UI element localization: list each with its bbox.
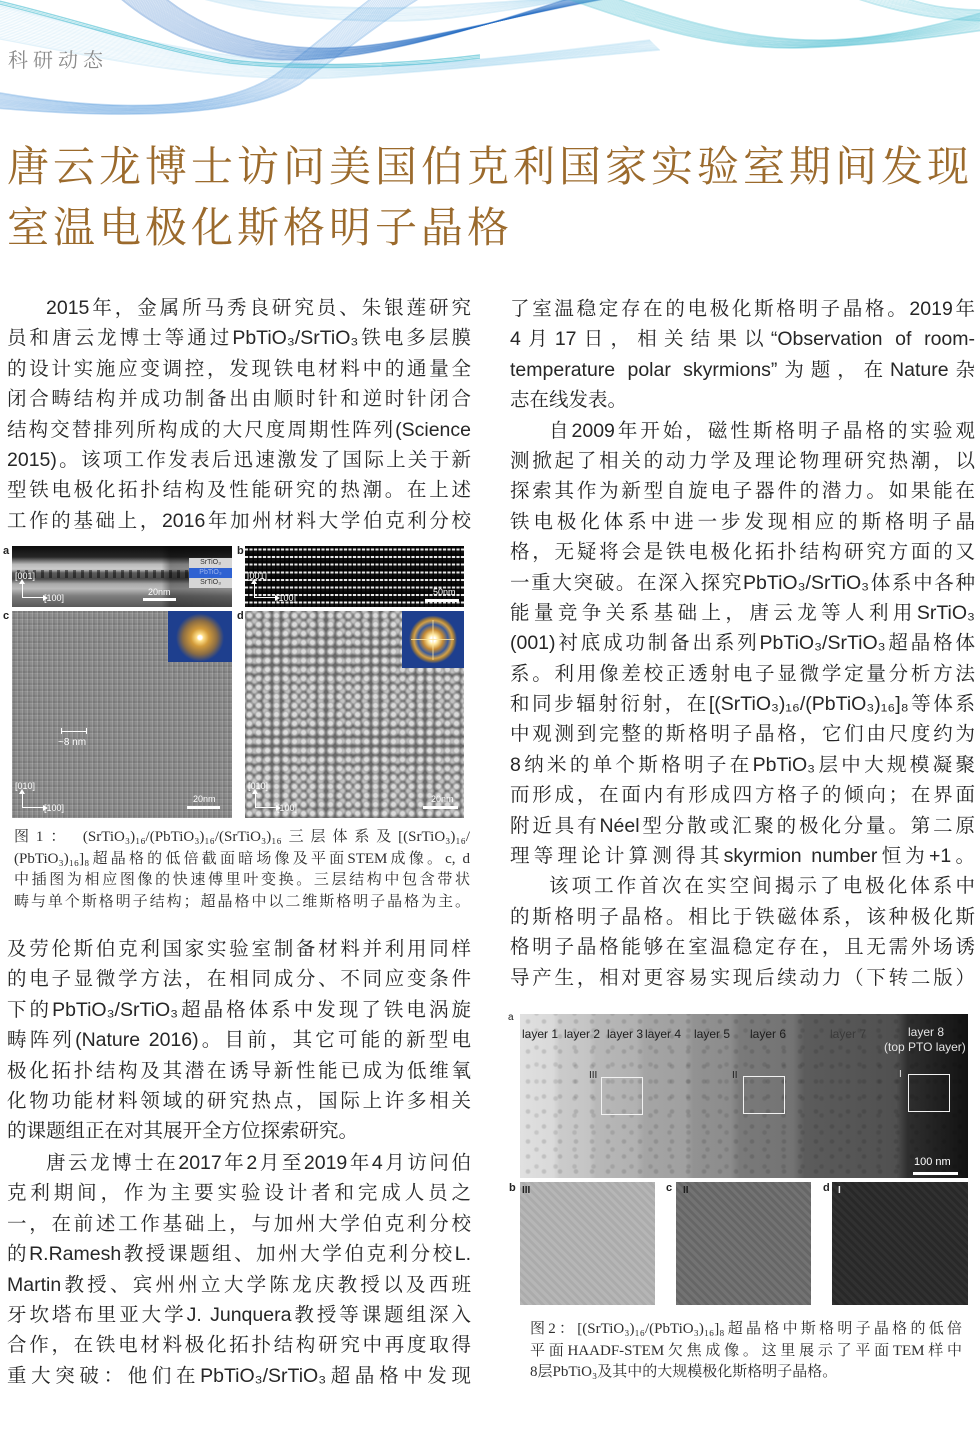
paragraph-3 bbox=[510, 416, 975, 872]
layer-label: layer 2 bbox=[564, 1027, 601, 1041]
figure-1-panel-d-skyrmion-lattice-image bbox=[245, 611, 464, 818]
right-column-text bbox=[510, 294, 975, 993]
scale-bar-label: 50nm bbox=[433, 587, 456, 597]
scale-bar bbox=[913, 1172, 958, 1175]
panel-label: d bbox=[823, 1182, 830, 1194]
text-line: 附近具有Néel型分散或汇聚的极化分量。第二原 bbox=[510, 814, 975, 837]
panel-label: a bbox=[508, 1012, 514, 1023]
text-line: 的R.Ramesh教授课题组、加州大学伯克利分校L. bbox=[7, 1243, 471, 1266]
figure-1-panel-a-cross-section-image bbox=[12, 546, 232, 607]
scale-bar-label: 100 nm bbox=[914, 1156, 951, 1168]
axis-label-vertical: [010] bbox=[248, 781, 269, 791]
text-line: 2015)。该项工作发表后迅速激发了国际上关于新 bbox=[7, 448, 471, 471]
text-line: 格，无疑将会是铁电极化拓扑结构研究方面的又 bbox=[510, 541, 975, 564]
caption-line: (PbTiO₃)₁₆]₈超晶格的低倍截面暗场像及平面STEM成像。c, d bbox=[14, 850, 470, 867]
caption-line: 中插图为相应图像的快速傅里叶变换。三层结构中包含带状 bbox=[14, 872, 470, 889]
text-line: 格明子晶格能够在室温稳定存在，且无需外场诱 bbox=[510, 936, 975, 959]
layer-label: layer 6 bbox=[750, 1027, 787, 1041]
region-box bbox=[743, 1076, 785, 1114]
layer-8-note: (top PTO layer) bbox=[884, 1040, 966, 1054]
layer-label: layer 7 bbox=[830, 1027, 867, 1041]
panel-label: b bbox=[237, 545, 244, 557]
region-label: II bbox=[683, 1185, 689, 1196]
paragraph-2-part-2 bbox=[510, 294, 975, 416]
scale-bar-label: 20nm bbox=[431, 794, 454, 804]
figure-2-panel-c-region-image bbox=[676, 1182, 811, 1305]
layer-label: layer 4 bbox=[645, 1027, 682, 1041]
text-line: 合作，在铁电材料极化拓扑结构研究中再度取得 bbox=[7, 1334, 471, 1357]
scale-bar bbox=[425, 599, 459, 602]
text-line: 该项工作首次在实空间揭示了电极化体系中 bbox=[549, 875, 975, 898]
fft-inset-image bbox=[402, 611, 464, 668]
text-line: 化物功能材料领域的研究热点，国际上许多相关 bbox=[7, 1089, 471, 1112]
region-label: I bbox=[838, 1185, 841, 1196]
figure-2-panel-d-region-image bbox=[832, 1182, 968, 1305]
text-line: 测掀起了相关的动力学及理论物理研究热潮，以 bbox=[510, 449, 975, 472]
text-line: Martin教授、宾州州立大学陈龙庆教授以及西班 bbox=[7, 1273, 471, 1296]
text-line: 一重大突破。在深入探究PbTiO₃/SrTiO₃体系中各种 bbox=[510, 571, 975, 594]
axis-label-vertical: [010] bbox=[15, 781, 36, 791]
crystal-axes-arrows-icon bbox=[22, 583, 43, 598]
text-line: 的设计实施应变调控，发现铁电材料中的通量全 bbox=[7, 357, 471, 380]
text-line: 的斯格明子晶格。相比于铁磁体系，该种极化斯 bbox=[510, 905, 975, 928]
text-line: 重大突破：他们在PbTiO₃/SrTiO₃超晶格中发现 bbox=[7, 1364, 471, 1387]
text-line: 的课题组正在对其展开全方位探索研究。 bbox=[7, 1120, 359, 1143]
legend-item-top: SrTiO₃ bbox=[189, 558, 232, 568]
caption-line: 图2：[(SrTiO₃)₁₆/(PbTiO₃)₁₆]₈超晶格中斯格明子晶格的低倍 bbox=[530, 1321, 962, 1337]
text-line: 系。利用像差校正透射电子显微学定量分析方法 bbox=[510, 662, 975, 685]
text-line: 型铁电极化拓扑结构及性能研究的热潮。在上述 bbox=[7, 479, 471, 502]
text-line: 唐云龙博士在2017年2月至2019年4月访问伯 bbox=[46, 1152, 471, 1174]
size-marker bbox=[61, 728, 87, 734]
text-line: 结构交替排列所构成的大尺度周期性阵列(Science bbox=[7, 418, 471, 441]
region-box bbox=[601, 1077, 643, 1115]
figure-2-panel-a-haadf-image bbox=[520, 1014, 968, 1178]
text-line: 克利期间，作为主要实验设计者和完成人员之 bbox=[7, 1182, 471, 1205]
crystal-axes-arrows-icon bbox=[255, 793, 276, 808]
scale-bar bbox=[187, 806, 220, 809]
paragraph-1-part-2 bbox=[7, 934, 471, 1147]
layer-label: layer 1 bbox=[522, 1027, 559, 1041]
text-line: 下的PbTiO₃/SrTiO₃超晶格体系中发现了铁电涡旋 bbox=[7, 998, 471, 1021]
text-line: 一，在前述工作基础上，与加州大学伯克利分校 bbox=[7, 1212, 471, 1235]
caption-line: 8层PbTiO₃及其中的大规模极化斯格明子晶格。 bbox=[530, 1364, 838, 1381]
text-line: 及劳伦斯伯克利国家实验室制备材料并利用同样 bbox=[7, 938, 471, 960]
scale-bar bbox=[423, 806, 458, 809]
axis-label-horizontal: [100] bbox=[277, 803, 298, 813]
text-line: temperature polar skyrmions”为题，在Nature杂 bbox=[510, 358, 975, 381]
legend-item-middle: PbTiO₃ bbox=[189, 568, 232, 578]
text-line: 2015年，金属所马秀良研究员、朱银莲研究 bbox=[46, 297, 471, 319]
figure-2-panel-b-region-image bbox=[520, 1182, 655, 1305]
figure-1-panel-b-superlattice-image bbox=[245, 546, 464, 607]
crystal-axes-arrows-icon bbox=[254, 583, 275, 598]
panel-label: c bbox=[666, 1182, 673, 1194]
text-line: 导产生，相对更容易实现后续动力（下转二版） bbox=[510, 966, 975, 989]
caption-line: 畴与单个斯格明子结构；超晶格中以二维斯格明子晶格为主。 bbox=[14, 894, 470, 911]
text-line: (001)衬底成功制备出系列PbTiO₃/SrTiO₃超晶格体 bbox=[510, 632, 975, 655]
text-line: 而形成，在面内有形成四方格子的倾向；在界面 bbox=[510, 784, 975, 807]
text-line: 闭合畴结构并成功制备出由顺时针和逆时针闭合 bbox=[7, 388, 471, 411]
region-label: II bbox=[732, 1070, 738, 1081]
axis-label-horizontal: [100] bbox=[44, 803, 65, 813]
paragraph-4 bbox=[510, 871, 975, 993]
region-box bbox=[908, 1074, 950, 1112]
caption-line: 平面HAADF-STEM欠焦成像。这里展示了平面TEM样中 bbox=[530, 1342, 962, 1359]
region-label: III bbox=[589, 1070, 598, 1081]
header-wave-decoration bbox=[0, 0, 980, 130]
text-line: 牙坎塔布里亚大学J. Junquera教授等课题组深入 bbox=[7, 1303, 471, 1326]
figure-1-panel-c-plan-view-image bbox=[12, 611, 232, 818]
layer-label: layer 8 bbox=[908, 1025, 945, 1039]
legend-item-bottom: SrTiO₃ bbox=[189, 578, 232, 588]
text-line: 能量竞争关系基础上，唐云龙等人利用SrTiO₃ bbox=[510, 601, 975, 624]
axis-label-vertical: [001] bbox=[15, 571, 36, 581]
article-title-line-2: 室温电极化斯格明子晶格 bbox=[7, 203, 514, 252]
text-line: 和同步辐射衍射，在[(SrTiO₃)₁₆/(PbTiO₃)₁₆]₈等体系 bbox=[510, 693, 975, 716]
axis-label-horizontal: [100] bbox=[276, 593, 297, 603]
article-title-line-1: 唐云龙博士访问美国伯克利国家实验室期间发现 bbox=[7, 142, 974, 191]
text-line: 铁电极化体系中进一步发现相应的斯格明子晶 bbox=[510, 510, 975, 533]
paragraph-1-part-1 bbox=[7, 293, 471, 536]
crystal-axes-arrows-icon bbox=[22, 793, 43, 808]
scale-bar-label: 20nm bbox=[148, 587, 171, 597]
text-line: 理等理论计算测得其skyrmion number恒为+1。 bbox=[510, 845, 975, 868]
text-line: 极化拓扑结构及其潜在诱导新性能已成为低维氧 bbox=[7, 1059, 471, 1082]
scale-bar bbox=[143, 598, 176, 601]
text-line: 8纳米的单个斯格明子在PbTiO₃层中大规模凝聚 bbox=[510, 753, 975, 776]
figure-2-caption bbox=[530, 1319, 962, 1384]
text-line: 中观测到完整的斯格明子晶格，它们由尺度约为 bbox=[510, 723, 975, 746]
text-line: 志在线发表。 bbox=[510, 389, 628, 412]
text-line: 的电子显微学方法，在相同成分、不同应变条件 bbox=[7, 968, 471, 991]
text-line: 工作的基础上，2016年加州材料大学伯克利分校 bbox=[7, 509, 471, 532]
panel-label: c bbox=[3, 610, 10, 622]
fft-inset-image bbox=[168, 611, 232, 662]
layer-label: layer 5 bbox=[694, 1027, 731, 1041]
layer-label: layer 3 bbox=[607, 1027, 644, 1041]
text-line: 员和唐云龙博士等通过PbTiO₃/SrTiO₃铁电多层膜 bbox=[7, 327, 471, 350]
text-line: 了室温稳定存在的电极化斯格明子晶格。2019年 bbox=[510, 298, 975, 320]
axis-label-vertical: [001] bbox=[247, 571, 268, 581]
region-label: I bbox=[899, 1069, 902, 1080]
paragraph-2-part-1 bbox=[7, 1148, 471, 1391]
panel-label: a bbox=[3, 545, 10, 557]
panel-label: d bbox=[237, 610, 244, 622]
text-line: 探索其作为新型自旋电子器件的潜力。如果能在 bbox=[510, 480, 975, 503]
layer-legend bbox=[189, 558, 232, 588]
text-line: 畴阵列(Nature 2016)。目前，其它可能的新型电 bbox=[7, 1029, 471, 1052]
section-label: 科研动态 bbox=[8, 48, 108, 72]
panel-label: b bbox=[509, 1182, 516, 1194]
axis-label-horizontal: [100] bbox=[44, 593, 65, 603]
caption-line: 图1： (SrTiO₃)₁₆/(PbTiO₃)₁₆/(SrTiO₃)₁₆三层体系及[(SrTiO₃)₁₆/ bbox=[14, 829, 470, 845]
scale-bar-label: 20nm bbox=[193, 794, 216, 804]
figure-1-caption bbox=[14, 827, 470, 914]
text-line: 自2009年开始，磁性斯格明子晶格的实验观 bbox=[549, 419, 975, 442]
text-line: 4月17日，相关结果以“Observation of room- bbox=[510, 328, 975, 351]
size-annotation: ~8 nm bbox=[58, 737, 87, 748]
region-label: III bbox=[522, 1185, 531, 1196]
